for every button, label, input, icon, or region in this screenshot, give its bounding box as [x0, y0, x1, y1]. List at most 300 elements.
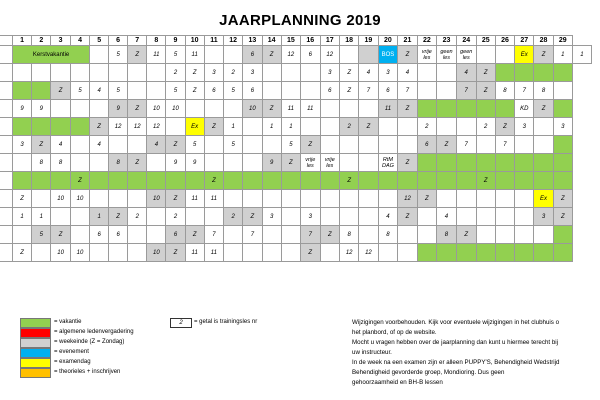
day-cell: 8 — [109, 154, 128, 172]
day-header: 2 — [32, 36, 51, 46]
day-header: 25 — [476, 36, 495, 46]
day-cell — [515, 244, 534, 262]
day-cell — [262, 82, 281, 100]
day-header: 18 — [340, 36, 359, 46]
day-cell: 4 — [359, 64, 378, 82]
month-row — [0, 190, 592, 208]
day-cell — [378, 172, 398, 190]
day-cell — [437, 244, 457, 262]
day-header: 8 — [147, 36, 166, 46]
month-label — [0, 244, 12, 262]
day-cell — [456, 208, 476, 226]
day-cell — [147, 154, 166, 172]
day-cell: 5 — [166, 46, 185, 64]
day-cell: 1 — [32, 208, 51, 226]
day-cell: 11 — [147, 46, 166, 64]
day-cell — [553, 226, 572, 244]
legend-swatch — [20, 338, 51, 348]
day-cell — [147, 208, 166, 226]
month-row — [0, 100, 592, 118]
day-cell: 5 — [109, 46, 128, 64]
day-cell: Z — [359, 118, 378, 136]
legend-label: = examendag — [54, 359, 91, 365]
day-header: 29 — [553, 36, 572, 46]
day-cell: 12 — [359, 244, 378, 262]
day-cell: 3 — [243, 64, 262, 82]
day-cell: Z — [166, 136, 185, 154]
day-cell — [224, 172, 243, 190]
day-cell: 1 — [12, 208, 31, 226]
day-cell: 7 — [301, 226, 321, 244]
day-cell — [515, 136, 534, 154]
day-cell — [495, 100, 514, 118]
day-cell: 11 — [301, 100, 321, 118]
day-cell — [262, 190, 281, 208]
day-header: 9 — [166, 36, 185, 46]
day-cell: 6 — [417, 136, 437, 154]
day-cell — [515, 208, 534, 226]
day-cell — [281, 64, 300, 82]
day-cell — [128, 172, 147, 190]
day-cell — [204, 100, 223, 118]
day-cell — [417, 64, 437, 82]
day-cell — [398, 244, 417, 262]
day-cell: 2 — [128, 208, 147, 226]
day-cell: 2 — [417, 118, 437, 136]
day-cell: Z — [340, 64, 359, 82]
day-cell: 7 — [204, 226, 223, 244]
day-cell — [109, 172, 128, 190]
day-cell: 9 — [262, 154, 281, 172]
row-label-header — [0, 36, 12, 46]
day-cell: Z — [90, 118, 109, 136]
day-cell — [301, 82, 321, 100]
note-line: Mocht u vragen hebben over de jaarplanning dan kunt u hiermee terecht bij — [352, 339, 559, 346]
day-cell: Z — [128, 46, 147, 64]
day-cell: 3 — [320, 64, 340, 82]
day-cell — [417, 154, 437, 172]
day-cell — [515, 190, 534, 208]
day-cell — [243, 172, 262, 190]
day-cell: Ex — [534, 190, 553, 208]
day-cell: 3 — [204, 64, 223, 82]
day-cell — [495, 208, 514, 226]
day-cell — [476, 154, 495, 172]
day-cell: Z — [204, 172, 223, 190]
day-cell: 9 — [12, 100, 31, 118]
day-cell: 4 — [398, 64, 417, 82]
day-cell — [456, 154, 476, 172]
day-cell: Z — [51, 82, 70, 100]
day-cell — [12, 226, 31, 244]
training-number-sample: 2 — [170, 318, 192, 328]
day-cell: Ex — [515, 46, 534, 64]
day-cell — [340, 46, 359, 64]
day-cell — [262, 136, 281, 154]
day-cell: 6 — [243, 82, 262, 100]
day-cell: Ex — [185, 118, 204, 136]
day-cell — [51, 118, 70, 136]
day-cell — [534, 244, 553, 262]
day-cell: Z — [398, 100, 417, 118]
day-cell — [378, 244, 398, 262]
day-cell: 11 — [378, 100, 398, 118]
day-cell — [224, 226, 243, 244]
day-cell — [437, 190, 457, 208]
day-cell — [417, 172, 437, 190]
day-cell: 10 — [243, 100, 262, 118]
day-cell: 5 — [281, 136, 300, 154]
day-cell — [476, 100, 495, 118]
day-cell: 8 — [378, 226, 398, 244]
legend-swatch — [20, 358, 51, 368]
day-cell — [224, 100, 243, 118]
day-cell: 5 — [70, 82, 89, 100]
day-cell — [476, 190, 495, 208]
note-line: Wijzigingen voorbehouden. Kijk voor eventuele wijzigingen in het clubhuis o — [352, 319, 560, 326]
day-cell — [281, 208, 300, 226]
month-label — [0, 82, 12, 100]
day-cell: Z — [340, 172, 359, 190]
day-cell — [32, 64, 51, 82]
training-number-label: = getal is trainingsles nr — [194, 319, 258, 325]
day-header: 12 — [224, 36, 243, 46]
day-cell: Z — [301, 136, 321, 154]
day-cell — [320, 172, 340, 190]
day-header: 19 — [359, 36, 378, 46]
day-cell — [534, 118, 553, 136]
day-cell: 7 — [398, 82, 417, 100]
day-header: 3 — [51, 36, 70, 46]
day-cell: Z — [51, 226, 70, 244]
day-cell — [553, 136, 572, 154]
day-cell — [32, 244, 51, 262]
day-cell: 12 — [281, 46, 300, 64]
day-cell — [281, 190, 300, 208]
day-cell — [515, 64, 534, 82]
day-cell — [340, 100, 359, 118]
day-cell: 10 — [51, 190, 70, 208]
day-cell: 8 — [534, 82, 553, 100]
day-cell: vrije les — [301, 154, 321, 172]
day-cell: 8 — [32, 154, 51, 172]
month-row — [0, 118, 592, 136]
day-cell: Z — [185, 82, 204, 100]
day-cell — [32, 82, 51, 100]
day-cell: 8 — [51, 154, 70, 172]
day-cell — [456, 190, 476, 208]
day-cell — [320, 100, 340, 118]
day-cell: RtM DAG — [378, 154, 398, 172]
month-row — [0, 64, 592, 82]
day-cell — [495, 190, 514, 208]
note-line: het planbord, of op de website. — [352, 329, 437, 336]
legend-item — [20, 338, 340, 348]
day-cell: 4 — [437, 208, 457, 226]
day-cell: Z — [398, 208, 417, 226]
day-cell — [128, 64, 147, 82]
day-cell — [495, 172, 514, 190]
month-label — [0, 136, 12, 154]
day-cell — [128, 190, 147, 208]
day-cell: 7 — [359, 82, 378, 100]
month-row — [0, 154, 592, 172]
day-cell — [476, 226, 495, 244]
day-header: 16 — [301, 36, 321, 46]
day-cell — [243, 244, 262, 262]
day-cell — [147, 64, 166, 82]
day-cell: Z — [301, 244, 321, 262]
day-header: 13 — [243, 36, 262, 46]
day-cell — [128, 136, 147, 154]
month-label — [0, 100, 12, 118]
day-cell: 7 — [456, 136, 476, 154]
day-cell: 6 — [90, 226, 109, 244]
day-cell — [109, 64, 128, 82]
note-line: gehoorzaamheid en BH-B lessen — [352, 379, 443, 386]
day-header: 6 — [109, 36, 128, 46]
day-cell — [398, 118, 417, 136]
day-cell — [456, 100, 476, 118]
day-cell: 1 — [262, 118, 281, 136]
day-cell: 6 — [243, 46, 262, 64]
day-cell — [109, 244, 128, 262]
day-cell — [359, 190, 378, 208]
day-cell — [495, 226, 514, 244]
day-cell — [417, 82, 437, 100]
day-header: 24 — [456, 36, 476, 46]
day-cell: 5 — [109, 82, 128, 100]
day-cell: 11 — [204, 244, 223, 262]
month-row — [0, 172, 592, 190]
day-cell — [534, 172, 553, 190]
day-cell: geen les — [456, 46, 476, 64]
day-cell — [359, 46, 378, 64]
day-cell: 3 — [12, 136, 31, 154]
day-cell — [515, 226, 534, 244]
day-cell — [32, 172, 51, 190]
day-cell: 1 — [281, 118, 300, 136]
day-cell: 3 — [515, 118, 534, 136]
day-cell — [417, 100, 437, 118]
day-cell — [51, 208, 70, 226]
day-cell: 5 — [224, 82, 243, 100]
legend-item — [20, 328, 340, 338]
day-cell: 8 — [437, 226, 457, 244]
day-cell: 4 — [456, 64, 476, 82]
day-cell: Z — [476, 82, 495, 100]
day-cell — [553, 100, 572, 118]
day-cell: Z — [204, 118, 223, 136]
day-cell: Z — [32, 136, 51, 154]
day-cell — [224, 244, 243, 262]
note-line: In de week na een examen zijn er alleen PUPPY'S, Behendigheid Wedstrijd — [352, 359, 560, 366]
legend-label: = theorieles + inschrijven — [54, 369, 121, 375]
day-cell: 12 — [109, 118, 128, 136]
day-cell: 7 — [495, 136, 514, 154]
day-cell — [90, 244, 109, 262]
day-cell — [495, 64, 514, 82]
day-cell: 7 — [515, 82, 534, 100]
day-cell: BOS — [378, 46, 398, 64]
day-header: 23 — [437, 36, 457, 46]
day-header: 4 — [70, 36, 89, 46]
day-cell: 9 — [109, 100, 128, 118]
day-cell: 12 — [128, 118, 147, 136]
day-cell — [262, 244, 281, 262]
day-cell — [51, 100, 70, 118]
day-cell: 6 — [301, 46, 321, 64]
day-cell: Z — [262, 46, 281, 64]
day-cell: 10 — [147, 190, 166, 208]
day-header: 28 — [534, 36, 553, 46]
day-cell — [320, 118, 340, 136]
day-cell — [398, 226, 417, 244]
day-cell: 1 — [572, 46, 591, 64]
day-cell: 4 — [90, 82, 109, 100]
day-cell — [320, 244, 340, 262]
day-cell: 12 — [320, 46, 340, 64]
day-cell: 3 — [262, 208, 281, 226]
day-cell — [456, 244, 476, 262]
month-row — [0, 208, 592, 226]
day-cell: 5 — [166, 82, 185, 100]
day-cell: geen les — [437, 46, 457, 64]
day-cell — [70, 64, 89, 82]
day-header: 27 — [515, 36, 534, 46]
day-cell: 10 — [70, 190, 89, 208]
day-cell — [128, 226, 147, 244]
day-cell: 11 — [185, 190, 204, 208]
day-cell — [417, 226, 437, 244]
day-cell — [90, 172, 109, 190]
day-cell — [340, 136, 359, 154]
day-cell: 2 — [476, 118, 495, 136]
day-header-row — [0, 36, 592, 46]
day-cell — [166, 118, 185, 136]
day-cell — [359, 136, 378, 154]
day-cell — [262, 226, 281, 244]
day-cell: 2 — [166, 208, 185, 226]
day-cell — [359, 172, 378, 190]
day-cell — [553, 172, 572, 190]
day-cell: Z — [12, 244, 31, 262]
day-cell — [553, 64, 572, 82]
day-cell — [437, 64, 457, 82]
day-cell — [281, 226, 300, 244]
day-cell — [553, 82, 572, 100]
day-cell: 4 — [147, 136, 166, 154]
month-row — [0, 244, 592, 262]
day-cell — [166, 172, 185, 190]
day-cell — [437, 82, 457, 100]
day-cell: 9 — [32, 100, 51, 118]
day-cell: Z — [70, 172, 89, 190]
day-cell: 11 — [185, 244, 204, 262]
day-header: 22 — [417, 36, 437, 46]
month-label — [0, 172, 12, 190]
day-cell: 10 — [70, 244, 89, 262]
planning-grid — [0, 35, 592, 262]
day-cell — [12, 64, 31, 82]
day-cell — [51, 172, 70, 190]
legend-item — [20, 348, 340, 358]
day-cell — [534, 136, 553, 154]
day-cell: Z — [398, 154, 417, 172]
day-cell — [301, 64, 321, 82]
day-cell: Z — [476, 64, 495, 82]
day-cell: 10 — [166, 100, 185, 118]
day-cell: Z — [128, 100, 147, 118]
day-cell: Z — [553, 190, 572, 208]
day-cell: 6 — [320, 82, 340, 100]
day-cell — [340, 154, 359, 172]
day-cell: Z — [456, 226, 476, 244]
day-cell — [70, 136, 89, 154]
day-header: 5 — [90, 36, 109, 46]
day-cell — [495, 244, 514, 262]
day-cell — [437, 154, 457, 172]
day-cell: 6 — [109, 226, 128, 244]
day-cell — [398, 172, 417, 190]
day-cell — [12, 118, 31, 136]
day-cell: 2 — [166, 64, 185, 82]
month-label — [0, 208, 12, 226]
day-cell — [204, 208, 223, 226]
day-cell — [281, 82, 300, 100]
day-header: 26 — [495, 36, 514, 46]
day-cell — [320, 136, 340, 154]
legend-swatch — [20, 328, 51, 338]
legend-label: = vakantie — [54, 319, 82, 325]
note-line: Behendigheid gevorderde groep, Mondioring. Dus geen — [352, 369, 505, 376]
day-cell: 11 — [281, 100, 300, 118]
day-cell — [51, 64, 70, 82]
day-cell — [417, 208, 437, 226]
day-cell: 11 — [204, 190, 223, 208]
day-cell — [476, 244, 495, 262]
day-cell: Z — [320, 226, 340, 244]
month-label — [0, 226, 12, 244]
day-cell: 3 — [378, 64, 398, 82]
day-cell — [70, 100, 89, 118]
day-cell — [553, 154, 572, 172]
day-cell — [456, 172, 476, 190]
day-cell — [553, 244, 572, 262]
note-line: uw instructeur. — [352, 349, 392, 356]
day-cell: 4 — [51, 136, 70, 154]
day-cell: 5 — [185, 136, 204, 154]
day-cell — [262, 64, 281, 82]
day-cell: 8 — [495, 82, 514, 100]
day-cell — [12, 154, 31, 172]
day-cell — [534, 154, 553, 172]
day-cell — [359, 226, 378, 244]
day-cell: 11 — [185, 46, 204, 64]
day-cell: Z — [476, 172, 495, 190]
day-cell: 5 — [224, 136, 243, 154]
day-cell — [320, 190, 340, 208]
day-header: 20 — [378, 36, 398, 46]
day-cell — [515, 172, 534, 190]
day-cell — [243, 154, 262, 172]
legend-swatch — [20, 318, 51, 328]
day-cell — [147, 172, 166, 190]
day-cell: Z — [12, 190, 31, 208]
day-cell: 9 — [185, 154, 204, 172]
legend-item — [20, 358, 340, 368]
day-cell — [437, 118, 457, 136]
